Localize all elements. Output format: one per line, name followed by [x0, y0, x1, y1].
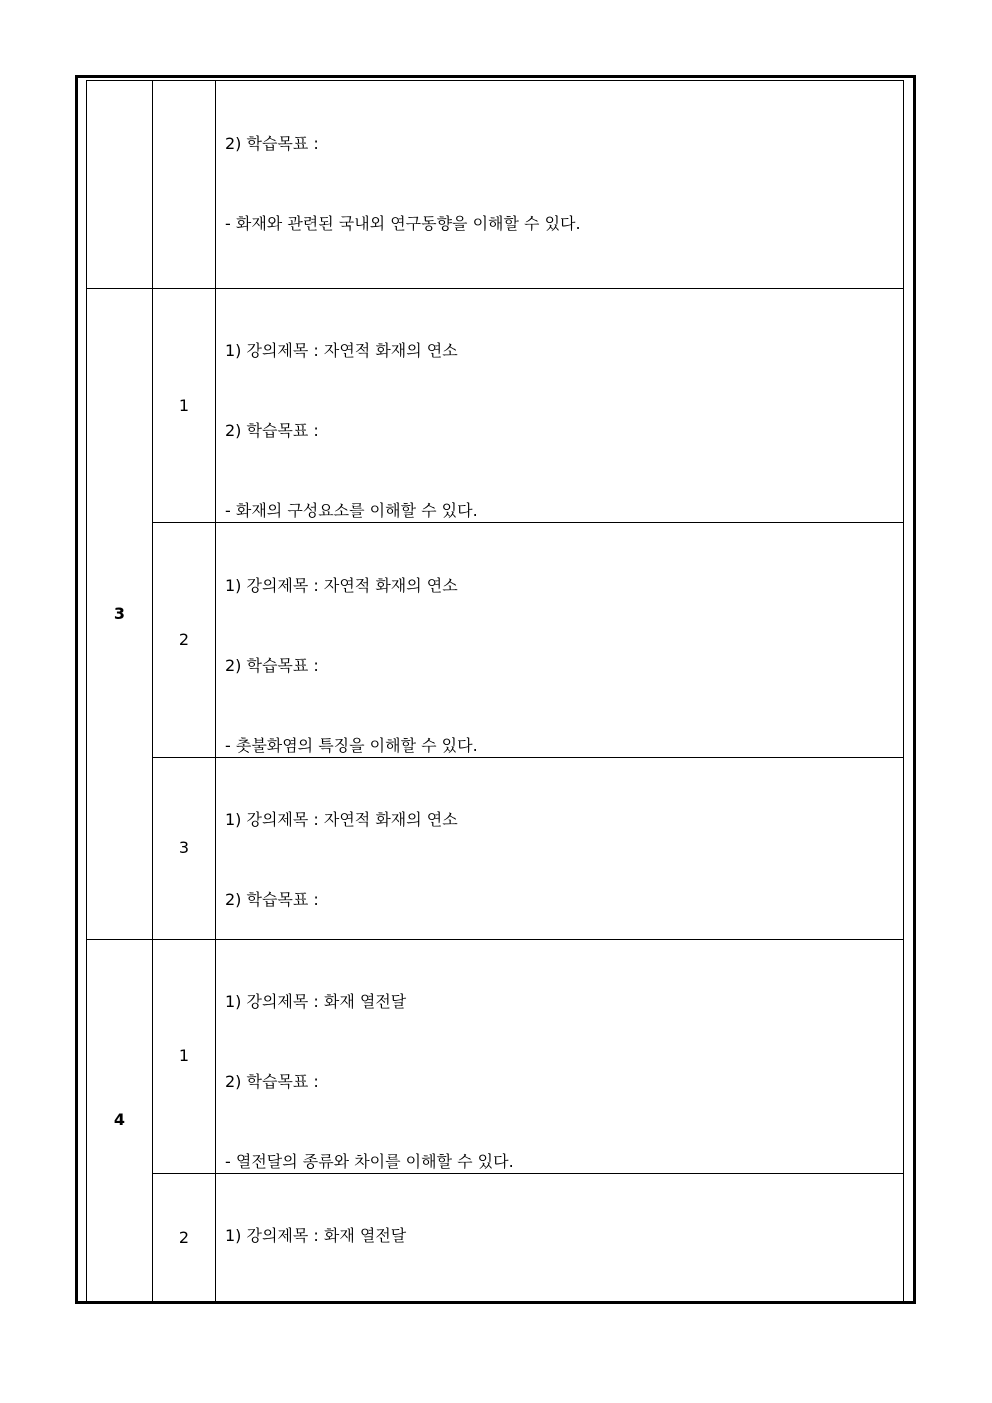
lesson-content — [225, 285, 900, 522]
session-number: 3 — [178, 838, 190, 857]
lesson-content — [225, 936, 900, 1173]
session-number: 2 — [178, 630, 190, 649]
content-line: 1) 강의제목 : 화재 열전달 — [225, 992, 407, 1012]
column-divider — [215, 80, 216, 1303]
session-number: 2 — [178, 1228, 190, 1247]
session-number: 1 — [178, 396, 190, 415]
content-line: - 화재와 관련된 국내외 연구동향을 이해할 수 있다. — [225, 213, 581, 233]
content-line: - 촛불화염의 특징을 이해할 수 있다. — [225, 735, 478, 755]
content-line: 1) 강의제목 : 화재 열전달 — [225, 1226, 407, 1246]
content-line: - 열전달의 종류와 차이를 이해할 수 있다. — [225, 1151, 514, 1171]
session-number: 1 — [178, 1046, 190, 1065]
content-line: 1) 강의제목 : 자연적 화재의 연소 — [225, 576, 458, 596]
column-divider — [152, 80, 153, 1303]
content-line: 2) 학습목표 : — [225, 134, 319, 154]
content-line: 2) 학습목표 : — [225, 889, 319, 909]
week-number: 4 — [113, 1110, 126, 1129]
content-line: 1) 강의제목 : 자연적 화재의 연소 — [225, 341, 458, 361]
week-number: 3 — [113, 604, 126, 623]
content-line: - 화재의 구성요소를 이해할 수 있다. — [225, 500, 478, 520]
content-line: 2) 학습목표 : — [225, 420, 319, 440]
lesson-content — [225, 754, 900, 939]
lesson-content — [225, 78, 900, 288]
content-line: 1) 강의제목 : 자연적 화재의 연소 — [225, 810, 458, 830]
content-line: 2) 학습목표 : — [225, 1071, 319, 1091]
lesson-content — [225, 1170, 900, 1303]
content-line: 2) 학습목표 : — [225, 655, 319, 675]
lesson-content — [225, 520, 900, 757]
